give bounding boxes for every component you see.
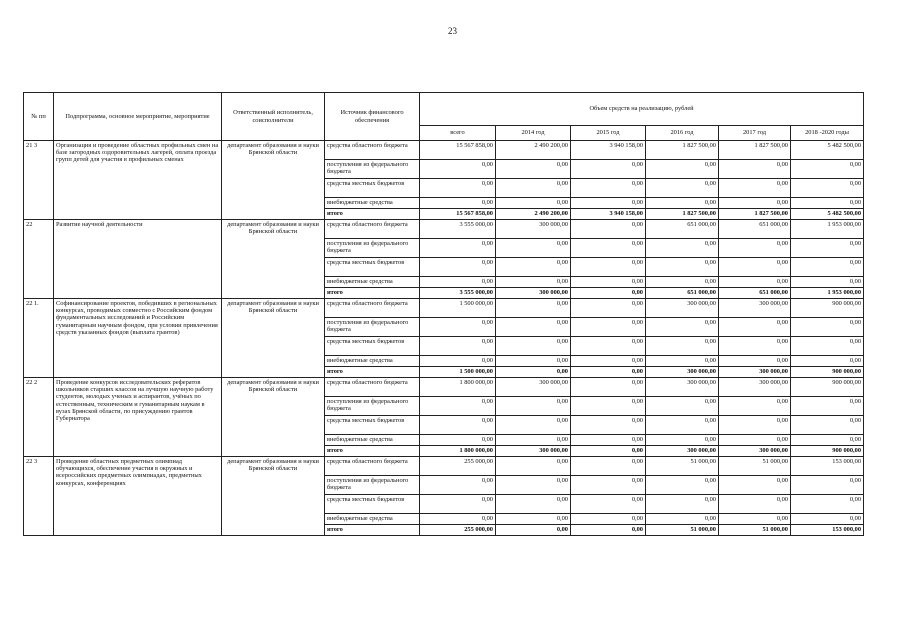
amount-cell: 0,00 [420,258,496,277]
amount-cell: 0,00 [496,435,571,446]
amount-cell: 0,00 [719,239,791,258]
amount-cell: 0,00 [571,198,646,209]
amount-cell: 0,00 [646,356,719,367]
amount-cell: 900 000,00 [791,367,864,378]
funding-source: средства областного бюджета [325,378,420,397]
amount-cell: 0,00 [646,435,719,446]
item-executor: департамент образования и науки Брянской области [222,220,325,299]
header-executor: Ответственный исполнитель, соисполнители [222,93,325,141]
funding-source: внебюджетные средства [325,277,420,288]
header-2014: 2014 год [496,126,571,141]
amount-cell: 0,00 [571,367,646,378]
amount-cell: 51 000,00 [646,457,719,476]
amount-cell: 0,00 [420,239,496,258]
item-title: Организация и проведение областных профильных смен на базе загородных оздоровительных лагерей, оплата проезда групп детей для участия в профильных сменах [54,141,222,220]
amount-cell: 300 000,00 [646,299,719,318]
amount-cell: 0,00 [719,198,791,209]
amount-cell: 3 940 158,00 [571,209,646,220]
amount-cell: 0,00 [646,160,719,179]
table-row [24,299,864,318]
amount-cell: 0,00 [646,239,719,258]
amount-cell: 0,00 [719,179,791,198]
amount-cell: 0,00 [420,160,496,179]
amount-cell: 0,00 [791,356,864,367]
header-num: № пп [24,93,54,141]
amount-cell: 0,00 [646,514,719,525]
item-number: 21 3 [24,141,54,220]
header-source: Источник финансового обеспечения [325,93,420,141]
amount-cell: 0,00 [719,495,791,514]
amount-cell: 0,00 [719,258,791,277]
amount-cell: 0,00 [496,514,571,525]
amount-cell: 1 500 000,00 [420,299,496,318]
amount-cell: 0,00 [496,525,571,536]
amount-cell: 0,00 [646,397,719,416]
amount-cell: 0,00 [496,198,571,209]
amount-cell: 1 800 000,00 [420,378,496,397]
item-number: 22 1. [24,299,54,378]
amount-cell: 0,00 [791,495,864,514]
header-program: Подпрограмма, основное мероприятие, мероприятие [54,93,222,141]
amount-cell: 0,00 [571,288,646,299]
amount-cell: 3 555 000,00 [420,288,496,299]
amount-cell: 900 000,00 [791,299,864,318]
funding-source: средства областного бюджета [325,141,420,160]
amount-cell: 0,00 [791,416,864,435]
amount-cell: 0,00 [571,318,646,337]
funding-source: итого [325,209,420,220]
amount-cell: 0,00 [791,435,864,446]
funding-source: поступления из федерального бюджета [325,318,420,337]
amount-cell: 0,00 [571,476,646,495]
amount-cell: 300 000,00 [496,288,571,299]
amount-cell: 0,00 [571,457,646,476]
amount-cell: 0,00 [571,525,646,536]
amount-cell: 1 953 000,00 [791,288,864,299]
amount-cell: 0,00 [719,476,791,495]
header-total: всего [420,126,496,141]
amount-cell: 5 482 500,00 [791,141,864,160]
amount-cell: 0,00 [420,495,496,514]
amount-cell: 0,00 [420,179,496,198]
amount-cell: 300 000,00 [646,446,719,457]
amount-cell: 300 000,00 [646,367,719,378]
amount-cell: 0,00 [496,356,571,367]
amount-cell: 0,00 [496,416,571,435]
funding-source: средства областного бюджета [325,220,420,239]
amount-cell: 3 555 000,00 [420,220,496,239]
amount-cell: 0,00 [420,198,496,209]
funding-source: поступления из федерального бюджета [325,397,420,416]
table-row [24,141,864,160]
item-executor: департамент образования и науки Брянской области [222,141,325,220]
amount-cell: 51 000,00 [719,457,791,476]
amount-cell: 300 000,00 [496,220,571,239]
amount-cell: 651 000,00 [646,220,719,239]
amount-cell: 0,00 [496,299,571,318]
amount-cell: 1 953 000,00 [791,220,864,239]
funding-source: внебюджетные средства [325,198,420,209]
amount-cell: 0,00 [719,277,791,288]
amount-cell: 300 000,00 [646,378,719,397]
amount-cell: 0,00 [571,416,646,435]
amount-cell: 0,00 [791,397,864,416]
amount-cell: 0,00 [420,337,496,356]
budget-table [23,92,864,536]
funding-source: итого [325,288,420,299]
amount-cell: 1 827 500,00 [719,141,791,160]
amount-cell: 300 000,00 [719,446,791,457]
amount-cell: 0,00 [791,337,864,356]
amount-cell: 0,00 [496,277,571,288]
amount-cell: 0,00 [571,220,646,239]
header-2017: 2017 год [719,126,791,141]
funding-source: итого [325,446,420,457]
amount-cell: 0,00 [496,457,571,476]
item-title: Проведение конкурсов исследовательских рефератов школьников старших классов на лучшую научную работу студентов, молодых ученых и аспирантов, учёных по естественным, техническим и гуманитарным наукам в вузах Брянской области, по присуждению грантов Губернатора [54,378,222,457]
funding-source: средства местных бюджетов [325,416,420,435]
amount-cell: 300 000,00 [719,299,791,318]
amount-cell: 0,00 [496,318,571,337]
item-executor: департамент образования и науки Брянской области [222,378,325,457]
amount-cell: 0,00 [571,160,646,179]
amount-cell: 0,00 [420,476,496,495]
amount-cell: 900 000,00 [791,446,864,457]
table-row [24,378,864,397]
amount-cell: 0,00 [646,258,719,277]
item-executor: департамент образования и науки Брянской области [222,457,325,536]
amount-cell: 5 482 500,00 [791,209,864,220]
amount-cell: 1 827 500,00 [646,209,719,220]
amount-cell: 153 000,00 [791,457,864,476]
amount-cell: 0,00 [571,337,646,356]
amount-cell: 0,00 [420,435,496,446]
funding-source: средства местных бюджетов [325,495,420,514]
item-title: Проведение областных предметных олимпиад обучающихся, обеспечение участия в окружных и всероссийских предметных олимпиадах, предметных конкурсах, конференциях [54,457,222,536]
amount-cell: 0,00 [496,337,571,356]
amount-cell: 0,00 [571,299,646,318]
amount-cell: 0,00 [719,356,791,367]
amount-cell: 0,00 [571,495,646,514]
item-title: Софинансирование проектов, победивших в региональных конкурсах, проводимых совместно с Российским фондом фундаментальных исследований и Российским гуманитарным научным фондом, при условии привлечения средств указанных фондов (выплата грантов) [54,299,222,378]
amount-cell: 1 800 000,00 [420,446,496,457]
amount-cell: 0,00 [496,179,571,198]
header-2015: 2015 год [571,126,646,141]
amount-cell: 0,00 [791,514,864,525]
amount-cell: 651 000,00 [719,288,791,299]
amount-cell: 0,00 [719,514,791,525]
amount-cell: 0,00 [719,337,791,356]
item-number: 22 [24,220,54,299]
amount-cell: 0,00 [791,277,864,288]
amount-cell: 0,00 [646,476,719,495]
amount-cell: 0,00 [496,258,571,277]
amount-cell: 300 000,00 [496,378,571,397]
amount-cell: 0,00 [420,397,496,416]
funding-source: внебюджетные средства [325,514,420,525]
amount-cell: 0,00 [791,239,864,258]
funding-source: поступления из федерального бюджета [325,160,420,179]
amount-cell: 0,00 [571,239,646,258]
amount-cell: 0,00 [571,356,646,367]
amount-cell: 0,00 [571,378,646,397]
amount-cell: 300 000,00 [719,378,791,397]
amount-cell: 0,00 [571,179,646,198]
amount-cell: 2 490 200,00 [496,141,571,160]
amount-cell: 0,00 [571,435,646,446]
amount-cell: 0,00 [420,416,496,435]
amount-cell: 0,00 [646,495,719,514]
item-number: 22 2 [24,378,54,457]
amount-cell: 0,00 [496,367,571,378]
amount-cell: 0,00 [719,416,791,435]
item-number: 22 3 [24,457,54,536]
amount-cell: 0,00 [496,476,571,495]
amount-cell: 1 500 000,00 [420,367,496,378]
amount-cell: 2 490 200,00 [496,209,571,220]
amount-cell: 0,00 [719,160,791,179]
amount-cell: 1 827 500,00 [719,209,791,220]
amount-cell: 0,00 [719,435,791,446]
funding-source: средства областного бюджета [325,457,420,476]
amount-cell: 0,00 [646,318,719,337]
header-2016: 2016 год [646,126,719,141]
amount-cell: 0,00 [719,397,791,416]
amount-cell: 0,00 [571,446,646,457]
table-row [24,220,864,239]
amount-cell: 0,00 [719,318,791,337]
funding-source: итого [325,525,420,536]
amount-cell: 0,00 [496,239,571,258]
amount-cell: 0,00 [791,258,864,277]
amount-cell: 0,00 [496,397,571,416]
amount-cell: 0,00 [791,476,864,495]
amount-cell: 0,00 [646,277,719,288]
amount-cell: 300 000,00 [496,446,571,457]
page-number: 23 [448,26,457,36]
amount-cell: 0,00 [420,514,496,525]
item-executor: департамент образования и науки Брянской области [222,299,325,378]
amount-cell: 1 827 500,00 [646,141,719,160]
amount-cell: 0,00 [496,495,571,514]
amount-cell: 3 940 158,00 [571,141,646,160]
amount-cell: 0,00 [420,277,496,288]
item-title: Развитие научной деятельности [54,220,222,299]
amount-cell: 0,00 [791,198,864,209]
header-volume: Объем средств на реализацию, рублей [420,93,864,126]
funding-source: средства областного бюджета [325,299,420,318]
amount-cell: 0,00 [646,198,719,209]
funding-source: средства местных бюджетов [325,179,420,198]
amount-cell: 0,00 [646,179,719,198]
amount-cell: 0,00 [496,160,571,179]
amount-cell: 0,00 [571,258,646,277]
funding-source: средства местных бюджетов [325,258,420,277]
amount-cell: 651 000,00 [646,288,719,299]
amount-cell: 0,00 [571,397,646,416]
amount-cell: 15 567 858,00 [420,141,496,160]
amount-cell: 153 000,00 [791,525,864,536]
amount-cell: 0,00 [571,277,646,288]
funding-source: внебюджетные средства [325,356,420,367]
amount-cell: 51 000,00 [719,525,791,536]
amount-cell: 255 000,00 [420,457,496,476]
amount-cell: 0,00 [791,179,864,198]
amount-cell: 0,00 [571,514,646,525]
amount-cell: 0,00 [791,318,864,337]
table-row [24,457,864,476]
amount-cell: 300 000,00 [719,367,791,378]
amount-cell: 651 000,00 [719,220,791,239]
funding-source: средства местных бюджетов [325,337,420,356]
amount-cell: 0,00 [791,160,864,179]
funding-source: внебюджетные средства [325,435,420,446]
amount-cell: 51 000,00 [646,525,719,536]
funding-source: итого [325,367,420,378]
amount-cell: 0,00 [646,416,719,435]
amount-cell: 15 567 858,00 [420,209,496,220]
amount-cell: 0,00 [420,318,496,337]
amount-cell: 900 000,00 [791,378,864,397]
funding-source: поступления из федерального бюджета [325,476,420,495]
funding-source: поступления из федерального бюджета [325,239,420,258]
amount-cell: 0,00 [646,337,719,356]
header-2018-2020: 2018 -2020 годы [791,126,864,141]
amount-cell: 0,00 [420,356,496,367]
amount-cell: 255 000,00 [420,525,496,536]
